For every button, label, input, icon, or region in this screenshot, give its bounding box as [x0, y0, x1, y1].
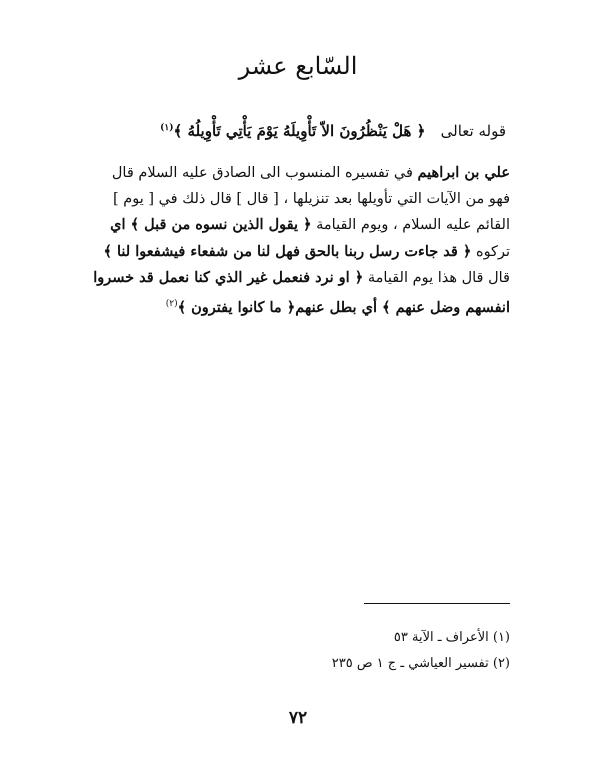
- body-line-text: في تفسيره المنسوب الى الصادق عليه السلام قال: [111, 165, 413, 181]
- chapter-heading: السّابع عشر: [238, 52, 358, 80]
- body-line-bold: ﴿ يقول الذين نسوه من قبل ﴾ اي: [110, 216, 312, 233]
- verse-intro: قوله تعالى: [440, 122, 506, 140]
- body-line: [82, 265, 510, 292]
- footnote-marker-2: (٢): [165, 298, 178, 309]
- verse-text: ﴿ هَلْ يَنْظُرُونَ الاّ تَأْوِيلَهُ يَوْمَ يَأْتِي تَأْوِيلُهُ ﴾: [173, 122, 426, 140]
- quoted-verse: [86, 122, 506, 140]
- commentary-body: [82, 160, 510, 321]
- body-line: [82, 160, 510, 187]
- page-number: ٧٢: [288, 708, 308, 728]
- body-line-bold: ﴿ قد جاءت رسل ربنا بالحق فهل لنا من شفعاء فيشفعوا لنا ﴾: [103, 242, 472, 260]
- body-line-bold: ﴿ او نرد فنعمل غير الذي كنا نعمل قد خسروا: [93, 269, 364, 286]
- footnote-divider: [364, 603, 510, 604]
- body-line: [82, 239, 510, 266]
- body-line: [82, 212, 510, 239]
- footnote-1: (١) الأعراف ـ الآية ٥٣: [393, 630, 510, 645]
- body-line: [82, 292, 510, 321]
- body-line-bold: علي بن ابراهيم: [417, 164, 510, 181]
- body-line-text: تركوه: [475, 243, 510, 260]
- footnote-2: (٢) تفسير العياشي ـ ج ١ ص ٢٣٥: [331, 656, 510, 671]
- body-line: [82, 187, 510, 213]
- body-line-text: قال قال هذا يوم القيامة: [367, 270, 510, 286]
- body-line-text: القائم عليه السلام ، ويوم القيامة: [316, 217, 510, 233]
- body-line-bold: انفسهم وضل عنهم ﴾ أي بطل عنهم﴿ ما كانوا يفترون ﴾: [177, 298, 510, 316]
- footnote-marker-1: (١): [160, 123, 174, 133]
- body-line-text: فهو من الآيات التي تأويلها بعد تنزيلها ، [ قال ] قال ذلك في [ يوم ]: [112, 190, 510, 207]
